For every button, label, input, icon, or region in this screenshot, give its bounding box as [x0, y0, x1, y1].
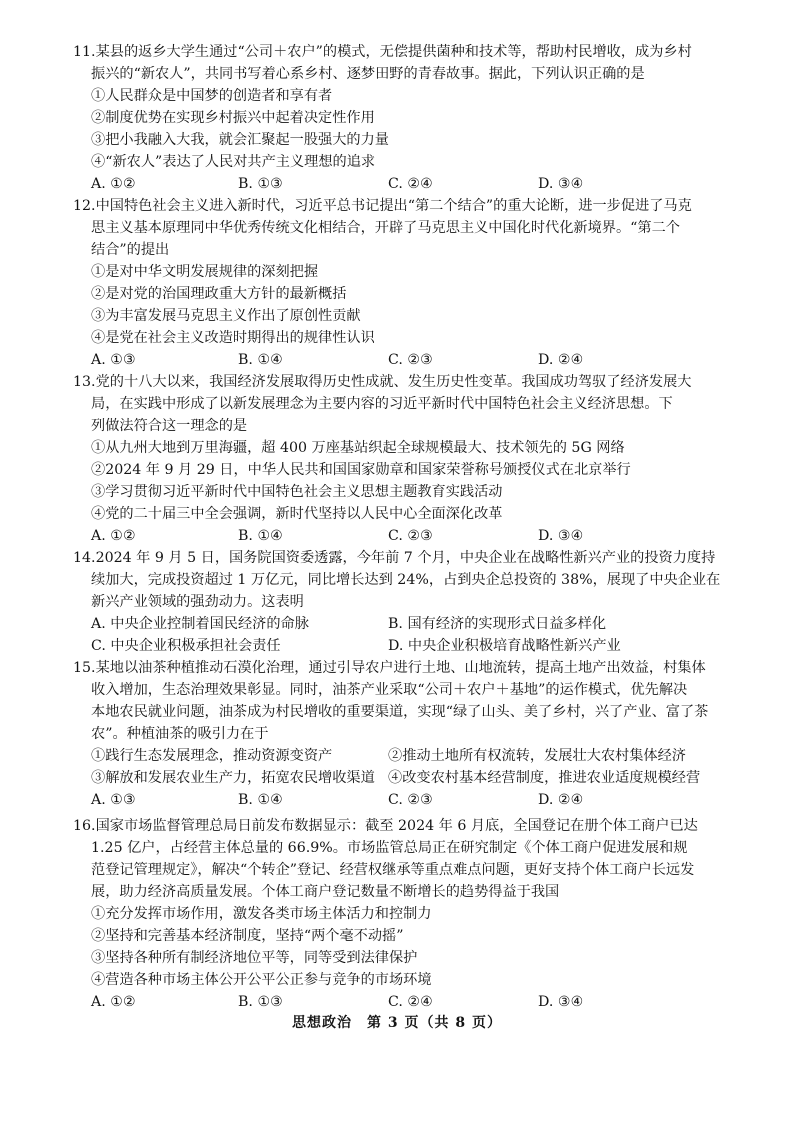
question-stem: 14.2024 年 9 月 5 日，国务院国资委透露，今年前 7 个月，中央企业在战略性新兴产业的投资力度持: [73, 550, 716, 566]
question-stem: 展，助力经济高质量发展。个体工商户登记数量不断增长的趋势得益于我国: [91, 884, 560, 900]
question-stem: 11.某县的返乡大学生通过“公司＋农户”的模式，无偿提供菌种和技术等，帮助村民增收，成为乡村: [73, 44, 692, 60]
statement-item: ①是对中华文明发展规律的深刻把握: [91, 264, 319, 280]
statement-item: ②是对党的治国理政重大方针的最新概括: [91, 286, 347, 302]
question-stem: 振兴的“新农人”，共同书写着心系乡村、逐梦田野的青春故事。据此，下列认识正确的是: [91, 66, 645, 82]
question-stem: 13.党的十八大以来，我国经济发展取得历史性成就、发生历史性变革。我国成功驾驭了经济发展大: [73, 374, 692, 390]
question-stem: 范登记管理规定》，解决“个转企”登记、经营权继承等重点难点问题，更好支持个体工商户长远发: [91, 862, 695, 878]
question-stem: 续加大，完成投资超过 1 万亿元，同比增长达到 24%，占到央企总投资的 38%，展现了中央企业在: [91, 572, 721, 588]
statement-item: ②2024 年 9 月 29 日，中华人民共和国国家勋章和国家荣誉称号颁授仪式在北京举行: [91, 462, 631, 478]
question-stem: 思主义基本原理同中华优秀传统文化相结合，开辟了马克思主义中国化时代化新境界。“第二个: [91, 220, 680, 236]
statement-item: ④是党在社会主义改造时期得出的规律性认识: [91, 330, 375, 346]
question-stem: 15.某地以油茶种植推动石漠化治理，通过引导农户进行土地、山地流转，提高土地产出效益，村集体: [73, 660, 706, 676]
statement-item: ④“新农人”表达了人民对共产主义理想的追求: [91, 154, 376, 170]
statement-item: ③坚持各种所有制经济地位平等，同等受到法律保护: [91, 950, 418, 966]
answer-option-d[interactable]: D. ②④: [538, 352, 584, 368]
question-stem: 16.国家市场监督管理总局日前发布数据显示：截至 2024 年 6 月底，全国登记在册个体工商户已达: [73, 818, 698, 834]
question-stem: 1.25 亿户，占经营主体总量的 66.9%。市场监管总局正在研究制定《个体工商户促进发展和规: [91, 840, 688, 856]
answer-option-c[interactable]: C. ②③: [388, 528, 433, 544]
statement-item: ③把小我融入大我，就会汇聚起一股强大的力量: [91, 132, 389, 148]
answer-option-b[interactable]: B. ①④: [238, 792, 283, 808]
answer-option-b[interactable]: B. ①④: [238, 528, 283, 544]
answer-option-a[interactable]: A. ①②: [91, 176, 136, 192]
answer-option-c[interactable]: C. ②③: [388, 792, 433, 808]
question-stem: 局，在实践中形成了以新发展理念为主要内容的习近平新时代中国特色社会主义经济思想。下: [91, 396, 673, 412]
statement-item: ④改变农村基本经营制度，推进农业适度规模经营: [388, 770, 701, 786]
answer-option-a[interactable]: A. ①②: [91, 994, 136, 1010]
answer-option-d[interactable]: D. ③④: [538, 528, 584, 544]
answer-option-b[interactable]: B. 国有经济的实现形式日益多样化: [388, 616, 607, 632]
answer-option-a[interactable]: A. ①③: [91, 792, 136, 808]
question-stem: 本地农民就业问题，油茶成为村民增收的重要渠道，实现“绿了山头、美了乡村，兴了产业、富了茶: [91, 704, 709, 720]
statement-item: ①充分发挥市场作用，激发各类市场主体活力和控制力: [91, 906, 432, 922]
question-stem: 12.中国特色社会主义进入新时代，习近平总书记提出“第二个结合”的重大论断，进一步促进了马克: [73, 198, 692, 214]
answer-option-b[interactable]: B. ①④: [238, 352, 283, 368]
answer-option-a[interactable]: A. 中央企业控制着国民经济的命脉: [91, 616, 309, 632]
answer-option-a[interactable]: A. ①②: [91, 528, 136, 544]
statement-item: ④党的二十届三中全会强调，新时代坚持以人民中心全面深化改革: [91, 506, 503, 522]
answer-option-c[interactable]: C. ②③: [388, 352, 433, 368]
answer-option-a[interactable]: A. ①③: [91, 352, 136, 368]
question-stem: 结合”的提出: [91, 242, 170, 258]
answer-option-c[interactable]: C. 中央企业积极承担社会责任: [91, 638, 281, 654]
answer-option-d[interactable]: D. ③④: [538, 176, 584, 192]
statement-item: ①人民群众是中国梦的创造者和享有者: [91, 88, 333, 104]
answer-option-c[interactable]: C. ②④: [388, 994, 433, 1010]
question-stem: 列做法符合这一理念的是: [91, 418, 248, 434]
answer-option-d[interactable]: D. ③④: [538, 994, 584, 1010]
statement-item: ③解放和发展农业生产力，拓宽农民增收渠道: [91, 770, 375, 786]
answer-option-d[interactable]: D. 中央企业积极培育战略性新兴产业: [388, 638, 621, 654]
question-stem: 收入增加，生态治理效果彰显。同时，油茶产业采取“公司＋农户＋基地”的运作模式，优先解决: [91, 682, 688, 698]
statement-item: ①从九州大地到万里海疆，超 400 万座基站织起全球规模最大、技术领先的 5G 网络: [91, 440, 625, 456]
answer-option-b[interactable]: B. ①③: [238, 176, 283, 192]
answer-option-b[interactable]: B. ①③: [238, 994, 283, 1010]
statement-item: ②制度优势在实现乡村振兴中起着决定性作用: [91, 110, 375, 126]
statement-item: ②推动土地所有权流转，发展壮大农村集体经济: [388, 748, 686, 764]
statement-item: ④营造各种市场主体公开公平公正参与竞争的市场环境: [91, 972, 432, 988]
statement-item: ③学习贯彻习近平新时代中国特色社会主义思想主题教育实践活动: [91, 484, 503, 500]
statement-item: ③为丰富发展马克思主义作出了原创性贡献: [91, 308, 361, 324]
statement-item: ①践行生态发展理念，推动资源变资产: [91, 748, 333, 764]
question-stem: 新兴产业领域的强劲动力。这表明: [91, 594, 304, 610]
answer-option-c[interactable]: C. ②④: [388, 176, 433, 192]
question-stem: 农”。种植油茶的吸引力在于: [91, 726, 269, 742]
answer-option-d[interactable]: D. ②④: [538, 792, 584, 808]
statement-item: ②坚持和完善基本经济制度，坚持“两个毫不动摇”: [91, 928, 404, 944]
page-footer: 思想政治 第 3 页（共 8 页）: [292, 1015, 502, 1031]
